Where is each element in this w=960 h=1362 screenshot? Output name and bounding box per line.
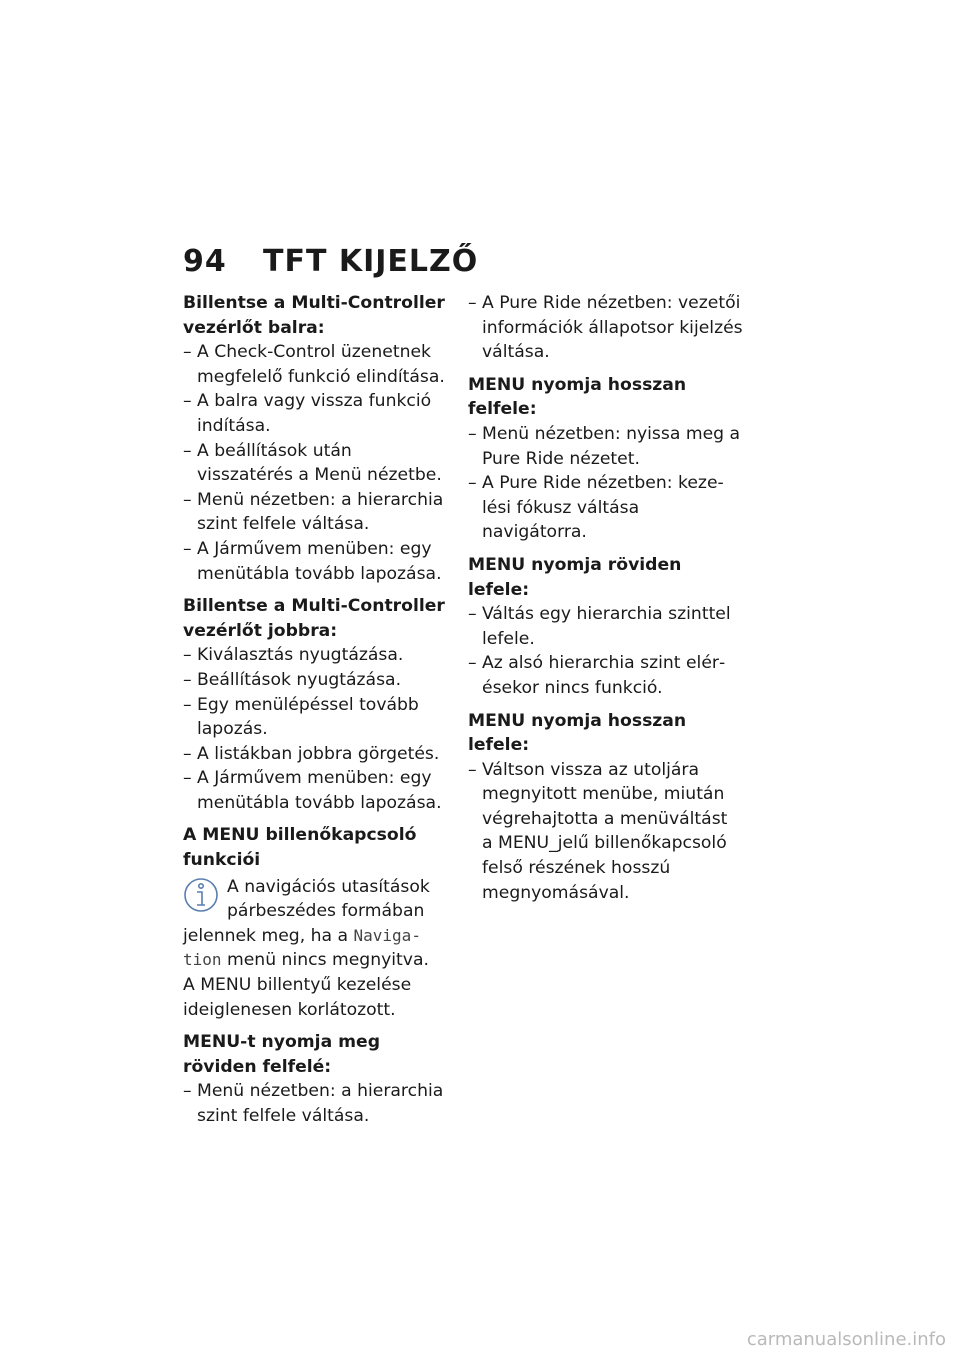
section-heading: MENU-t nyomja meg röviden felfelé: xyxy=(183,1032,381,1077)
info-icon xyxy=(183,876,219,914)
item-list xyxy=(183,1079,445,1128)
list-item xyxy=(183,537,445,586)
section-heading: MENU nyomja röviden lefele: xyxy=(468,554,682,600)
list-item-text: Menü nézetben: nyissa meg a Pure Ride nézetet. xyxy=(482,423,741,469)
dash: – xyxy=(183,538,192,559)
section-heading: A MENU billenőkapcsoló funkciói xyxy=(183,825,417,871)
list-item xyxy=(183,643,445,668)
list-item xyxy=(183,742,445,767)
list-item-text: Kiválasztás nyugtázása. xyxy=(197,645,404,666)
list-item-text: A Pure Ride nézetben: vezetői információk állapotsor kijelzés váltása. xyxy=(482,293,743,363)
list-item-text: Menü nézetben: a hierarchia szint felfele váltása. xyxy=(197,489,444,535)
list-item-text: A Pure Ride nézetben: kezelési fókusz váltása navigátorra. xyxy=(482,473,724,543)
list-item xyxy=(183,668,445,693)
info-note xyxy=(183,875,445,1023)
section-heading: Billentse a Multi-Controller vezérlőt jobbra: xyxy=(183,596,445,641)
list-item xyxy=(468,291,743,365)
list-item-text: Egy menülépéssel tovább lapozás. xyxy=(197,694,419,740)
item-list xyxy=(183,340,445,586)
item-list xyxy=(468,602,743,700)
list-item xyxy=(183,1079,445,1128)
dash: – xyxy=(468,423,477,444)
section-tilt-left xyxy=(183,291,445,586)
dash: – xyxy=(183,1081,192,1102)
list-item-text: A balra vagy vissza funkció indítása. xyxy=(197,391,432,436)
list-item-text: Beállítások nyugtázása. xyxy=(197,669,402,690)
section-heading: MENU nyomja hosszan lefele: xyxy=(468,710,687,756)
dash: – xyxy=(183,391,192,412)
list-item-text: Menü nézetben: a hierarchia szint felfele váltása. xyxy=(197,1081,444,1126)
left-column xyxy=(183,291,445,1137)
dash: – xyxy=(183,489,192,510)
dash: – xyxy=(183,645,192,666)
section-menu-short-up xyxy=(183,1030,445,1128)
item-list xyxy=(468,758,743,906)
list-item xyxy=(183,340,445,389)
dash: – xyxy=(468,473,477,494)
dash: – xyxy=(183,694,192,715)
section-continued xyxy=(468,291,743,365)
note-text: A navigációs utasítások párbeszédes formában jelennek meg, ha a xyxy=(183,876,430,946)
list-item-text: Váltás egy hierarchia szinttel lefele. xyxy=(482,604,731,649)
note-code: Navigation xyxy=(183,925,421,970)
page-title: TFT KIJELZŐ xyxy=(263,244,479,279)
dash: – xyxy=(183,342,192,363)
list-item xyxy=(183,488,445,537)
section-menu-short-down xyxy=(468,553,743,701)
dash: – xyxy=(468,293,477,313)
right-column xyxy=(468,291,743,913)
list-item-text: Az alsó hierarchia szint elérésekor nincs funkció. xyxy=(482,653,726,698)
section-menu-functions xyxy=(183,823,445,1022)
list-item xyxy=(468,471,743,545)
dash: – xyxy=(183,669,192,690)
list-item-text: A listákban jobbra görgetés. xyxy=(197,743,440,764)
list-item xyxy=(183,439,445,488)
list-item xyxy=(183,693,445,742)
section-menu-long-down xyxy=(468,709,743,906)
section-menu-long-up xyxy=(468,373,743,545)
list-item xyxy=(468,422,743,471)
section-heading: Billentse a Multi-Controller vezérlőt balra: xyxy=(183,293,445,338)
dash: – xyxy=(468,759,477,780)
note-text-end: menü nincs megnyitva. A MENU billentyű kezelése ideiglenesen korlátozott. xyxy=(183,950,429,1020)
list-item-text: A Check-Control üzenetnek megfelelő funkció elindítása. xyxy=(197,342,445,387)
page-header xyxy=(183,244,478,279)
item-list xyxy=(468,422,743,545)
section-heading: MENU nyomja hosszan felfele: xyxy=(468,374,687,420)
watermark: carmanualsonline.info xyxy=(746,1329,946,1350)
list-item xyxy=(468,651,743,700)
page-number: 94 xyxy=(183,244,227,279)
list-item-text: A Járművem menüben: egy menütábla tovább lapozása. xyxy=(197,538,442,584)
item-list xyxy=(183,643,445,815)
dash: – xyxy=(468,604,477,625)
list-item xyxy=(468,758,743,906)
list-item-text: A beállítások után visszatérés a Menü nézetbe. xyxy=(197,440,442,486)
dash: – xyxy=(468,653,477,674)
list-item-text: A Járművem menüben: egy menütábla tovább lapozása. xyxy=(197,768,442,813)
dash: – xyxy=(183,768,192,789)
list-item xyxy=(183,766,445,815)
list-item-text: Váltson vissza az utoljára megnyitott menübe, miután végrehajtotta a menüváltást a MENU_jelű billenőkapcsoló felső részének hosszú megnyomásával. xyxy=(482,759,728,903)
item-list xyxy=(468,291,743,365)
section-tilt-right xyxy=(183,594,445,815)
list-item xyxy=(468,602,743,651)
dash: – xyxy=(183,440,192,461)
list-item xyxy=(183,389,445,438)
dash: – xyxy=(183,743,192,764)
